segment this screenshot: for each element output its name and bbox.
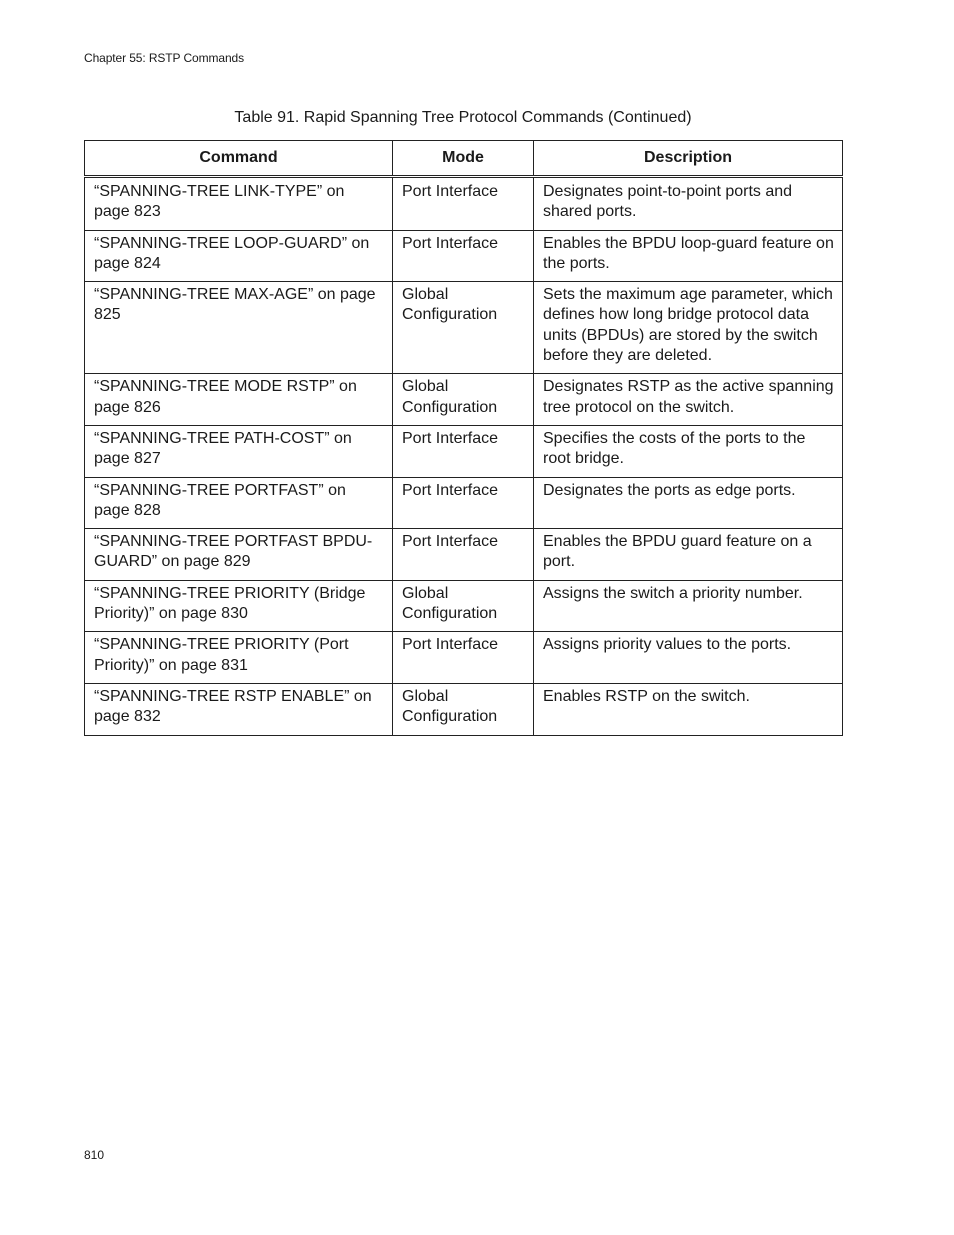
header-mode: Mode	[393, 141, 534, 177]
table-row	[85, 580, 843, 632]
mode-cell: Port Interface	[393, 230, 534, 282]
command-cell: “SPANNING-TREE LOOP-GUARD” on page 824	[85, 230, 393, 282]
description-cell: Assigns priority values to the ports.	[534, 632, 843, 684]
mode-cell: Port Interface	[393, 632, 534, 684]
page-number: 810	[84, 1148, 105, 1162]
mode-cell: Global Configuration	[393, 374, 534, 426]
table-row	[85, 632, 843, 684]
command-cell: “SPANNING-TREE RSTP ENABLE” on page 832	[85, 683, 393, 735]
description-cell: Enables the BPDU guard feature on a port.	[534, 529, 843, 581]
table-caption: Table 91. Rapid Spanning Tree Protocol Commands (Continued)	[234, 109, 692, 126]
table-row	[85, 529, 843, 581]
mode-cell: Port Interface	[393, 425, 534, 477]
mode-cell: Global Configuration	[393, 580, 534, 632]
description-cell: Designates the ports as edge ports.	[534, 477, 843, 529]
description-cell: Specifies the costs of the ports to the root bridge.	[534, 425, 843, 477]
command-cell: “SPANNING-TREE MAX-AGE” on page 825	[85, 282, 393, 374]
mode-cell: Global Configuration	[393, 282, 534, 374]
command-cell: “SPANNING-TREE PATH-COST” on page 827	[85, 425, 393, 477]
mode-cell: Global Configuration	[393, 683, 534, 735]
table-row	[85, 425, 843, 477]
description-cell: Enables the BPDU loop-guard feature on the ports.	[534, 230, 843, 282]
table-row	[85, 374, 843, 426]
mode-cell: Port Interface	[393, 477, 534, 529]
command-cell: “SPANNING-TREE PORTFAST BPDU-GUARD” on page 829	[85, 529, 393, 581]
description-cell: Designates point-to-point ports and shared ports.	[534, 177, 843, 231]
table-row	[85, 230, 843, 282]
header-description: Description	[534, 141, 843, 177]
header-command: Command	[85, 141, 393, 177]
table-row	[85, 683, 843, 735]
description-cell: Assigns the switch a priority number.	[534, 580, 843, 632]
table-row	[85, 477, 843, 529]
command-cell: “SPANNING-TREE MODE RSTP” on page 826	[85, 374, 393, 426]
command-cell: “SPANNING-TREE PRIORITY (Bridge Priority)” on page 830	[85, 580, 393, 632]
description-cell: Enables RSTP on the switch.	[534, 683, 843, 735]
description-cell: Designates RSTP as the active spanning tree protocol on the switch.	[534, 374, 843, 426]
table-header-row	[85, 141, 843, 177]
running-header: Chapter 55: RSTP Commands	[84, 51, 245, 65]
table-row	[85, 177, 843, 231]
description-cell: Sets the maximum age parameter, which defines how long bridge protocol data units (BPDUs) are stored by the switch before they are deleted.	[534, 282, 843, 374]
command-cell: “SPANNING-TREE PORTFAST” on page 828	[85, 477, 393, 529]
mode-cell: Port Interface	[393, 529, 534, 581]
table-row	[85, 282, 843, 374]
rstp-commands-table	[84, 140, 843, 736]
mode-cell: Port Interface	[393, 177, 534, 231]
command-cell: “SPANNING-TREE PRIORITY (Port Priority)” on page 831	[85, 632, 393, 684]
command-cell: “SPANNING-TREE LINK-TYPE” on page 823	[85, 177, 393, 231]
